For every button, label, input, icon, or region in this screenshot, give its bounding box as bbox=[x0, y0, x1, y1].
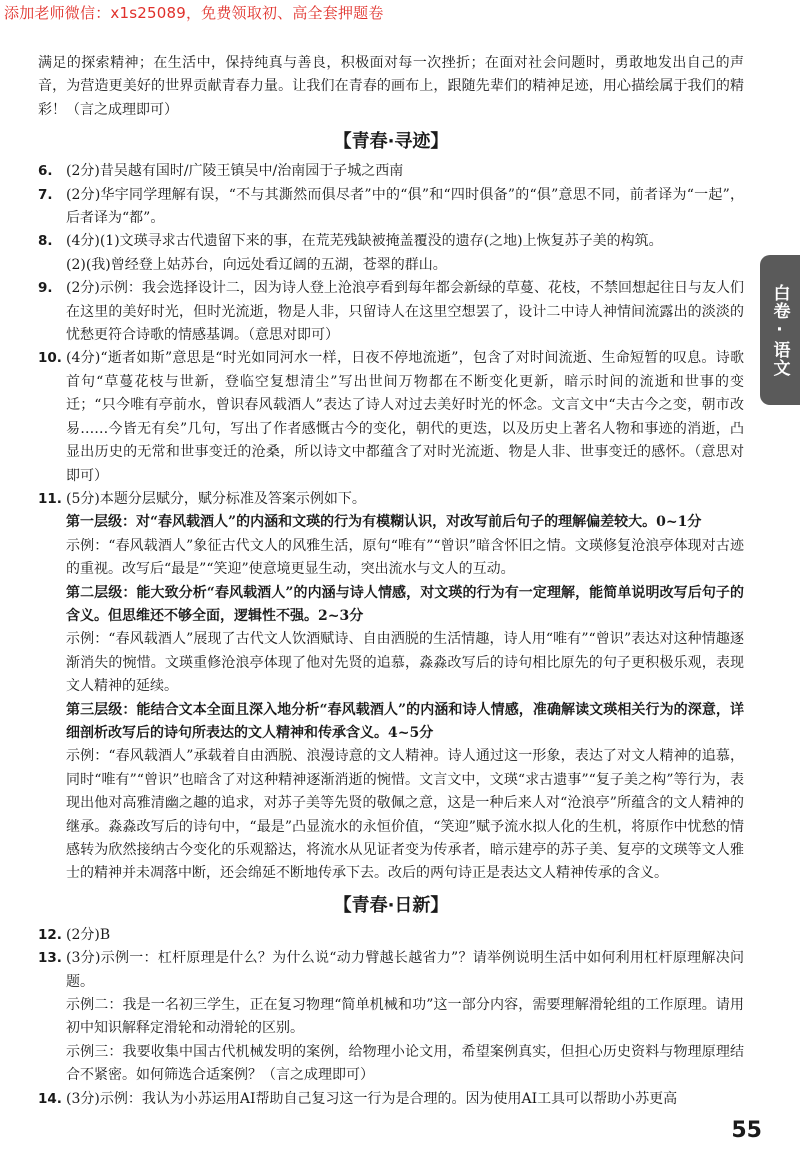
question-14 bbox=[38, 1088, 744, 1111]
question-8 bbox=[38, 230, 744, 277]
watermark-contact-banner: 添加老师微信：x1s25089，免费领取初、高全套押题卷 bbox=[4, 4, 384, 22]
question-12 bbox=[38, 924, 744, 947]
question-number: 8. bbox=[38, 233, 53, 250]
question-6 bbox=[38, 160, 744, 183]
answer-text: (2分)华宇同学理解有误，“不与其澌然而俱尽者”中的“俱”和“四时俱备”的“俱”意思不同，前者译为“一起”，后者译为“都”。 bbox=[66, 186, 744, 227]
question-number: 6. bbox=[38, 163, 53, 180]
question-10 bbox=[38, 347, 744, 487]
question-number: 13. bbox=[38, 950, 62, 967]
section-heading-rixin: 【青春·日新】 bbox=[333, 894, 449, 916]
page-number: 55 bbox=[731, 1118, 762, 1143]
scoring-intro: (5分)本题分层赋分，赋分标准及答案示例如下。 bbox=[66, 490, 366, 507]
answer-text: (3分)示例：我认为小苏运用AI帮助自己复习这一行为是合理的。因为使用AI工具可以帮助小苏更高 bbox=[66, 1090, 678, 1107]
answer-text: (4分)“逝者如斯”意思是“时光如同河水一样，日夜不停地流逝”，包含了对时间流逝、生命短暂的叹息。诗歌首句“草蔓花枝与世新，登临空复想清尘”写出世间万物都在不断变化更新，暗示时间的流逝和世事的变迁；“只今唯有亭前水，曾识春风载酒人”表达了诗人对过去美好时光的怀念。文言文中“夫古今之变，朝市改易……今皆无有矣”几句，写出了作者感慨古今的变化，朝代的更迭，以及历史上著名人物和事迹的消逝，凸显出历史的无常和世事变迁的沧桑，所以诗文中都蕴含了对时光流逝、物是人非、世事变迁的感怀。（意思对即可） bbox=[66, 350, 744, 484]
level-3-example: 示例：“春风载酒人”承载着自由洒脱、浪漫诗意的文人精神。诗人通过这一形象，表达了对文人精神的追慕，同时“唯有”“曾识”也暗含了对这种精神逐渐消逝的惋惜。文言文中，文瑛“求古遗事”“复子美之构”等行为，表现出他对高雅清幽之趣的追求，对苏子美等先贤的敬佩之意，这是一种后来人对“沧浪亭”所蕴含的文人精神的继承。淼淼改写后的诗句中，“最是”凸显流水的永恒价值，“笑迎”赋予流水拟人化的生机，将原作中忧愁的情感转为欣然接纳古今变化的乐观豁达，将流水从见证者变为传承者，暗示建亭的苏子美、复亭的文瑛等文人雅士的精神并未凋落中断，还会绵延不断地传承下去。改后的两句诗正是表达文人精神传承的含义。 bbox=[66, 748, 744, 882]
level-2-example: 示例：“春风载酒人”展现了古代文人饮酒赋诗、自由洒脱的生活情趣，诗人用“唯有”“曾识”表达对这种情趣逐渐消失的惋惜。文瑛重修沧浪亭体现了他对先贤的追慕，淼淼改写后的诗句相比原先的句子更积极乐观，表现文人精神的延续。 bbox=[66, 631, 744, 695]
intro-paragraph: 满足的探索精神；在生活中，保持纯真与善良，积极面对每一次挫折；在面对社会问题时，勇敢地发出自己的声音，为营造更美好的世界贡献青春力量。让我们在青春的画布上，跟随先辈们的精神足迹，用心描绘属于我们的精彩！（言之成理即可） bbox=[38, 55, 744, 118]
answer-text: (2分)B bbox=[66, 926, 111, 943]
question-number: 11. bbox=[38, 490, 62, 507]
question-number: 7. bbox=[38, 186, 53, 203]
question-11 bbox=[38, 488, 744, 886]
question-number: 12. bbox=[38, 926, 62, 943]
answer-text: (2分)昔吴越有国时/广陵王镇吴中/治南园于子城之西南 bbox=[66, 163, 404, 180]
section-heading-xunji: 【青春·寻迹】 bbox=[333, 131, 449, 153]
answer-content bbox=[38, 52, 744, 1111]
example-2: 示例二：我是一名初三学生，正在复习物理“简单机械和功”这一部分内容，需要理解滑轮组的工作原理。请用初中知识解释定滑轮和动滑轮的区别。 bbox=[66, 997, 744, 1037]
level-2-criteria: 第二层级：能大致分析“春风载酒人”的内涵与诗人情感，对文瑛的行为有一定理解，能简单说明改写后句子的含义。但思维还不够全面，逻辑性不强。2~3分 bbox=[66, 584, 744, 624]
question-7 bbox=[38, 184, 744, 231]
question-9 bbox=[38, 277, 744, 347]
example-1: (3分)示例一：杠杆原理是什么？为什么说“动力臂越长越省力”？请举例说明生活中如何利用杠杆原理解决问题。 bbox=[66, 950, 744, 990]
question-13 bbox=[38, 947, 744, 1087]
question-number: 10. bbox=[38, 350, 62, 367]
question-number: 14. bbox=[38, 1090, 62, 1107]
question-number: 9. bbox=[38, 280, 53, 297]
level-3-criteria: 第三层级：能结合文本全面且深入地分析“春风载酒人”的内涵和诗人情感，准确解读文瑛相关行为的深意，详细剖析改写后的诗句所表达的文人精神和传承含义。4~5分 bbox=[66, 701, 744, 741]
level-1-criteria: 第一层级：对“春风载酒人”的内涵和文瑛的行为有模糊认识，对改写前后句子的理解偏差较大。0~1分 bbox=[66, 514, 702, 531]
side-tab-label: 白卷·语文 bbox=[760, 255, 800, 405]
answer-text-part2: (2)(我)曾经登上姑苏台，向远处看辽阔的五湖，苍翠的群山。 bbox=[66, 256, 447, 273]
answer-text-part1: (4分)(1)文瑛寻求古代遗留下来的事，在荒芜残缺被掩盖覆没的遗存(之地)上恢复苏子美的构筑。 bbox=[66, 233, 663, 250]
example-3: 示例三：我要收集中国古代机械发明的案例，给物理小论文用，希望案例真实，但担心历史资料与物理原理结合不紧密。如何筛选合适案例？（言之成理即可） bbox=[66, 1043, 744, 1084]
answer-text: (2分)示例：我会选择设计二，因为诗人登上沧浪亭看到每年都会新绿的草蔓、花枝，不禁回想起往日与友人们在这里的美好时光，但时光流逝，物是人非，只留诗人在这里空想罢了，设计二中诗人神情间流露出的淡淡的忧愁更符合诗歌的情感基调。（意思对即可） bbox=[66, 280, 744, 344]
level-1-example: 示例：“春风载酒人”象征古代文人的风雅生活，原句“唯有”“曾识”暗含怀旧之情。文瑛修复沧浪亭体现对古迹的重视。改写后“最是”“笑迎”使意境更显生动，突出流水与文人的互动。 bbox=[66, 537, 744, 578]
